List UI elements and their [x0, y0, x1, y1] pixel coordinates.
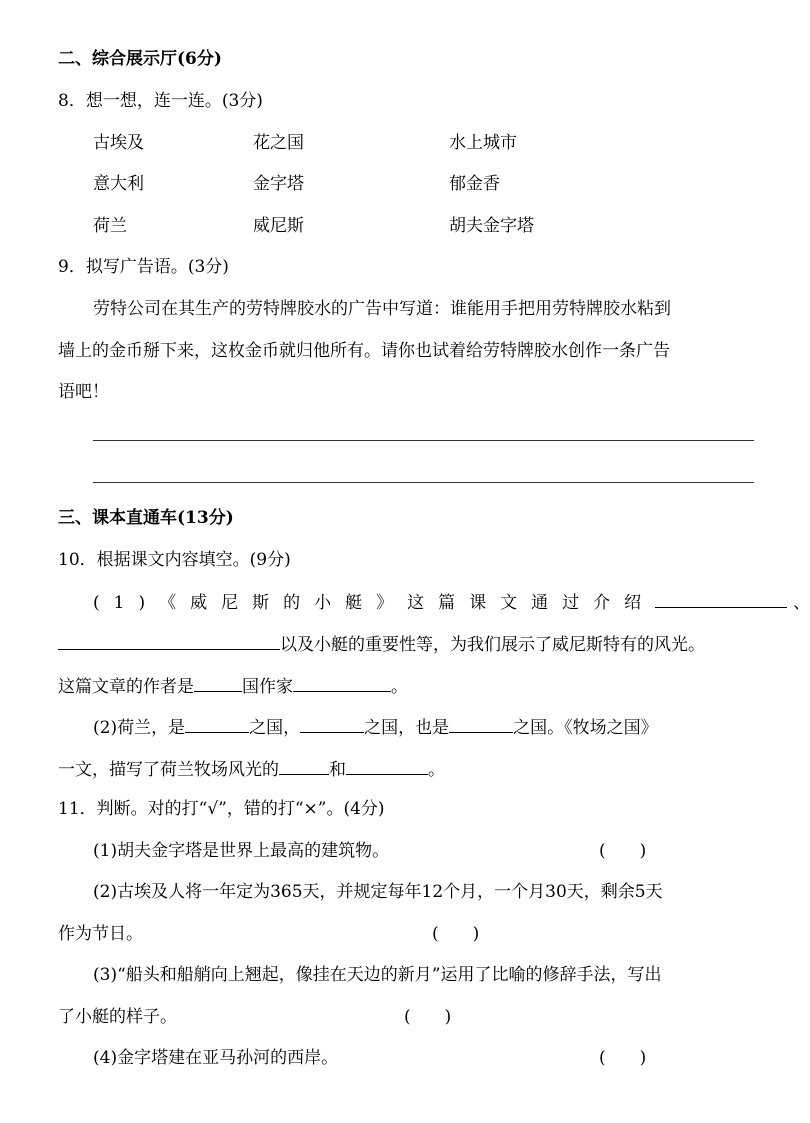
- q10-p2-line1: [93, 715, 758, 739]
- blank-field[interactable]: [293, 674, 391, 692]
- section-3-title: 三、课本直通车(13分): [58, 508, 234, 528]
- blank-field[interactable]: [449, 715, 513, 733]
- q9-paragraph-line: 语吧！: [58, 382, 109, 402]
- blank-field[interactable]: [655, 590, 787, 608]
- q9-paragraph-line: 劳特公司在其生产的劳特牌胶水的广告中写道：谁能用手把用劳特牌胶水粘到: [93, 299, 671, 319]
- section-2-title: 二、综合展示厅(6分): [58, 49, 222, 69]
- q8-item[interactable]: 郁金香: [449, 174, 500, 194]
- q11-statement-1: [93, 840, 758, 862]
- q9-paragraph-line: 墙上的金币掰下来，这枚金币就归他所有。请你也试着给劳特牌胶水创作一条广告: [58, 341, 670, 361]
- q8-item[interactable]: 威尼斯: [253, 216, 304, 236]
- q9-prompt: 9．拟写广告语。(3分): [58, 257, 229, 277]
- blank-field[interactable]: [185, 715, 249, 733]
- q8-item[interactable]: 花之国: [253, 133, 304, 153]
- q8-item[interactable]: 金字塔: [253, 174, 304, 194]
- answer-line[interactable]: [93, 482, 754, 483]
- q11-prompt: 11．判断。对的打“√”，错的打“×”。(4分): [58, 799, 385, 819]
- q11-statement-2-line2: [58, 923, 758, 945]
- q10-text: 之国。《牧场之国》: [513, 718, 658, 738]
- blank-field[interactable]: [58, 632, 280, 650]
- q11-text: 了小艇的样子。: [58, 1007, 177, 1027]
- q10-text: 之国，: [249, 718, 301, 738]
- q8-row-1: [93, 132, 758, 154]
- blank-field[interactable]: [346, 757, 428, 775]
- q11-text: (1)胡夫金字塔是世界上最高的建筑物。: [93, 841, 390, 861]
- q10-text: 以及小艇的重要性等，为我们展示了威尼斯特有的风光。: [280, 635, 705, 655]
- answer-parentheses[interactable]: ( ): [599, 1048, 647, 1068]
- q10-text: (2)荷兰，是: [93, 718, 186, 738]
- blank-field[interactable]: [279, 757, 329, 775]
- q10-p1-line3: [58, 674, 758, 698]
- q10-p2-line2: [58, 757, 758, 781]
- q8-item[interactable]: 荷兰: [93, 216, 127, 236]
- q10-text: 之国，也是: [364, 718, 450, 738]
- q10-text: 国作家: [242, 677, 293, 697]
- q10-text: 。: [391, 677, 408, 697]
- q10-p1-line1: [93, 590, 810, 614]
- q10-text: 。: [428, 760, 445, 780]
- q11-statement-2-line1: (2)古埃及人将一年定为365天，并规定每年12个月，一个月30天，剩余5天: [93, 882, 663, 902]
- q8-row-2: [93, 173, 758, 195]
- q10-prompt: 10．根据课文内容填空。(9分): [58, 550, 291, 570]
- q8-item[interactable]: 古埃及: [93, 133, 144, 153]
- q10-text: (1)《威尼斯的小艇》这篇课文通过介绍: [93, 593, 656, 613]
- answer-parentheses[interactable]: ( ): [432, 924, 480, 944]
- q10-text: 和: [329, 760, 346, 780]
- q10-text: 、: [793, 593, 810, 613]
- blank-field[interactable]: [300, 715, 364, 733]
- q10-p1-line2: [58, 632, 758, 656]
- q11-statement-4: [93, 1047, 758, 1069]
- q8-row-3: [93, 215, 758, 237]
- answer-parentheses[interactable]: ( ): [404, 1007, 452, 1027]
- q11-statement-3-line1: (3)“船头和船艄向上翘起，像挂在天边的新月”运用了比喻的修辞手法，写出: [93, 965, 662, 985]
- q11-statement-3-line2: [58, 1006, 758, 1028]
- q8-item[interactable]: 胡夫金字塔: [449, 216, 534, 236]
- q10-text: 一文，描写了荷兰牧场风光的: [58, 760, 279, 780]
- q10-text: 这篇文章的作者是: [58, 677, 194, 697]
- q11-text: 作为节日。: [58, 924, 143, 944]
- q8-item[interactable]: 意大利: [93, 174, 144, 194]
- q11-text: (4)金字塔建在亚马孙河的西岸。: [93, 1048, 339, 1068]
- answer-parentheses[interactable]: ( ): [599, 841, 647, 861]
- blank-field[interactable]: [194, 674, 242, 692]
- q8-item[interactable]: 水上城市: [449, 133, 517, 153]
- answer-line[interactable]: [93, 440, 754, 441]
- q8-prompt: 8．想一想，连一连。(3分): [58, 91, 263, 111]
